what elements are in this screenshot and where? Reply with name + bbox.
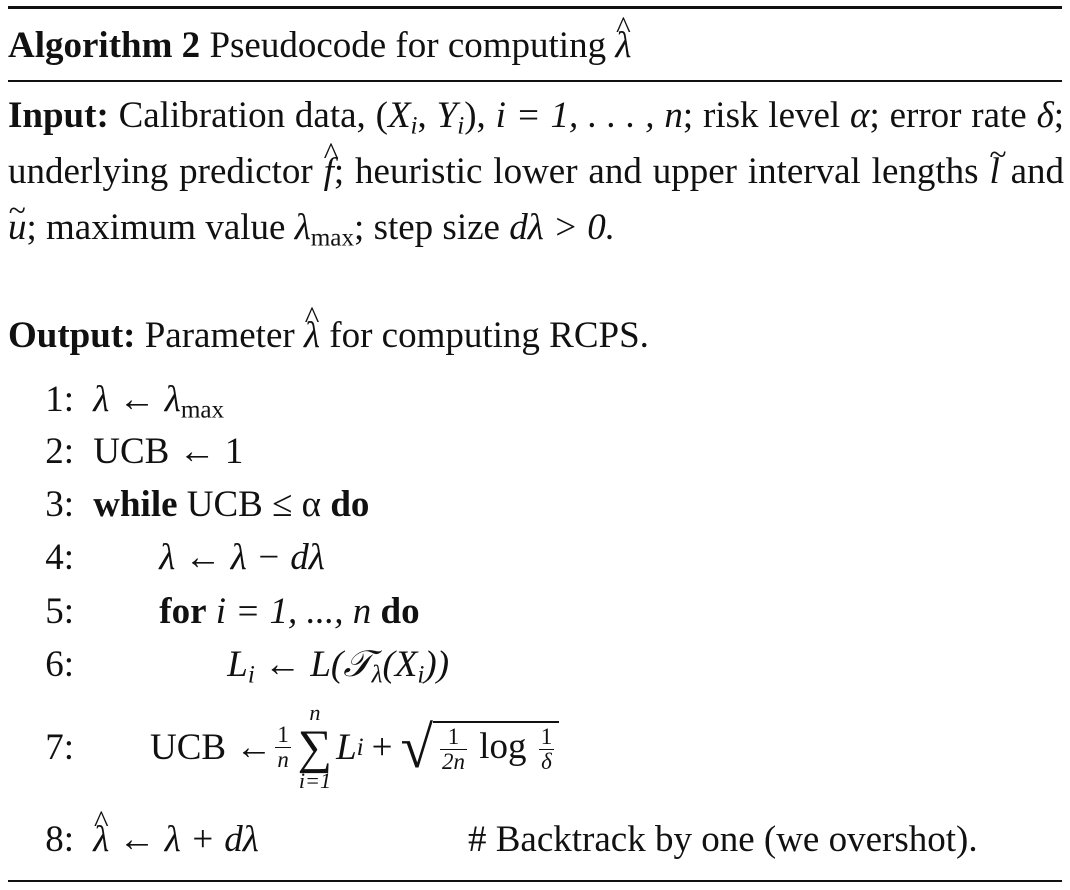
index-range: i = 1, . . . , n [495,95,683,136]
step-expression: UCB ← [150,727,273,768]
step-number: 6: [45,644,74,685]
while-keyword: while [93,484,178,525]
step-expression: i = 1, ..., n [215,591,372,632]
alpha-symbol: α [850,95,870,136]
step-expression: )) [424,644,450,685]
step-number: 8: [45,819,74,860]
lambda-hat-symbol: ^ λ [304,308,320,364]
output-text: Parameter [144,315,295,356]
step-number: 7: [45,727,74,768]
square-root [400,713,560,780]
sigma-symbol: ∑ [297,720,333,774]
index-subscript: i [417,661,425,689]
calibration-pair: ($X_i$, $Y_i$) [375,95,477,140]
input-text: ; step size [354,207,500,248]
max-subscript: max [310,224,355,252]
output-text: for computing RCPS. [329,315,649,356]
algorithm-title-text: Pseudocode for computing [209,25,607,66]
input-text: Calibration data, [118,95,366,136]
input-label: Input: [8,95,109,136]
step-number: 3: [45,484,74,525]
step-number: 4: [45,537,74,578]
header-rule [8,80,1062,82]
input-text: and [1010,151,1065,192]
step-number: 5: [45,591,74,632]
algorithm-step-8 [22,813,1062,867]
step-number: 2: [45,431,74,472]
do-keyword: do [330,484,370,525]
step-expression: λ ← λ − dλ [159,537,325,578]
log-function: log [479,725,527,767]
algorithm-step-5 [22,585,420,639]
loss-symbol: L [227,644,248,685]
for-keyword: for [159,591,207,632]
fraction-denominator: 2n [442,749,465,774]
algorithm-step-4 [22,531,325,585]
sum-upper-limit: n [309,700,321,726]
lambda-symbol: λ [294,207,311,248]
input-text: ; maximum value [26,207,286,248]
u-tilde-symbol: ~ u [8,200,27,256]
algorithm-step-2 [22,425,243,479]
input-text: ; error rate [869,95,1027,136]
fraction-numerator: 1 [440,725,467,750]
fraction-numerator: 1 [277,721,289,747]
l-tilde-symbol: ~ l [989,144,999,200]
algorithm-label: Algorithm 2 [8,25,201,66]
input-text: ; underlying predictor [8,95,1065,192]
do-keyword: do [380,591,420,632]
bottom-rule [8,880,1062,882]
algorithm-step-1 [22,373,224,427]
plus-symbol: + [371,727,393,768]
loss-symbol: L [336,727,357,768]
sum-lower-limit: i=1 [298,768,332,794]
fraction-one-over-delta [539,725,554,774]
step-expression: λ ← λ [93,379,181,420]
input-block: Input: Calibration data, ($X_i$, $Y_i$), i = 1, . . . , n; risk level α; error rate δ; underlying predictor ^ f; heuristic lower and upper interval lengths ~ l and ~ u; maximum value $\lambda_{max}$; step size dλ > 0. [8,88,1064,256]
output-label: Output: [8,315,136,356]
input-text: ; risk level [682,95,841,136]
lambda-subscript: λ [371,661,383,689]
algorithm-step-6 [22,638,449,692]
fraction-numerator: 1 [540,723,553,749]
fraction-one-over-2n [440,725,467,774]
algorithm-step-7: 7: UCB ← $\frac{1}{n}$ n ∑ i=1 L i + √ $\frac{1}{2n}$ log $\frac{1}{\delta}$ [22,695,559,800]
step-number: 1: [45,379,74,420]
algorithm-step-3 [22,478,369,532]
max-subscript: max [180,396,225,424]
algorithm-title [8,22,631,70]
step-expression: (X [382,644,418,685]
step-comment: # Backtrack by one (we overshot). [468,819,978,860]
lambda-hat-symbol: ^ λ [615,22,631,70]
input-text: ; heuristic lower and upper interval lengths [333,151,979,192]
fraction-denominator: δ [541,749,552,774]
index-subscript: i [247,661,255,689]
radical-sign: √ [400,713,434,780]
summation [298,702,332,792]
delta-symbol: δ [1036,95,1054,136]
step-expression: ← λ + dλ [118,819,259,860]
step-expression: ← L(𝒯 [264,644,372,685]
step-expression: UCB ← 1 [93,431,244,472]
fraction-one-over-n [275,723,290,772]
output-block [8,308,1064,364]
lambda-hat-symbol: ^ λ [93,813,109,867]
fraction-denominator: n [277,747,289,772]
top-rule [8,6,1062,9]
f-hat-symbol: ^ f [324,144,334,200]
step-expression: UCB ≤ α [186,484,322,525]
step-size: dλ > 0. [509,207,615,248]
